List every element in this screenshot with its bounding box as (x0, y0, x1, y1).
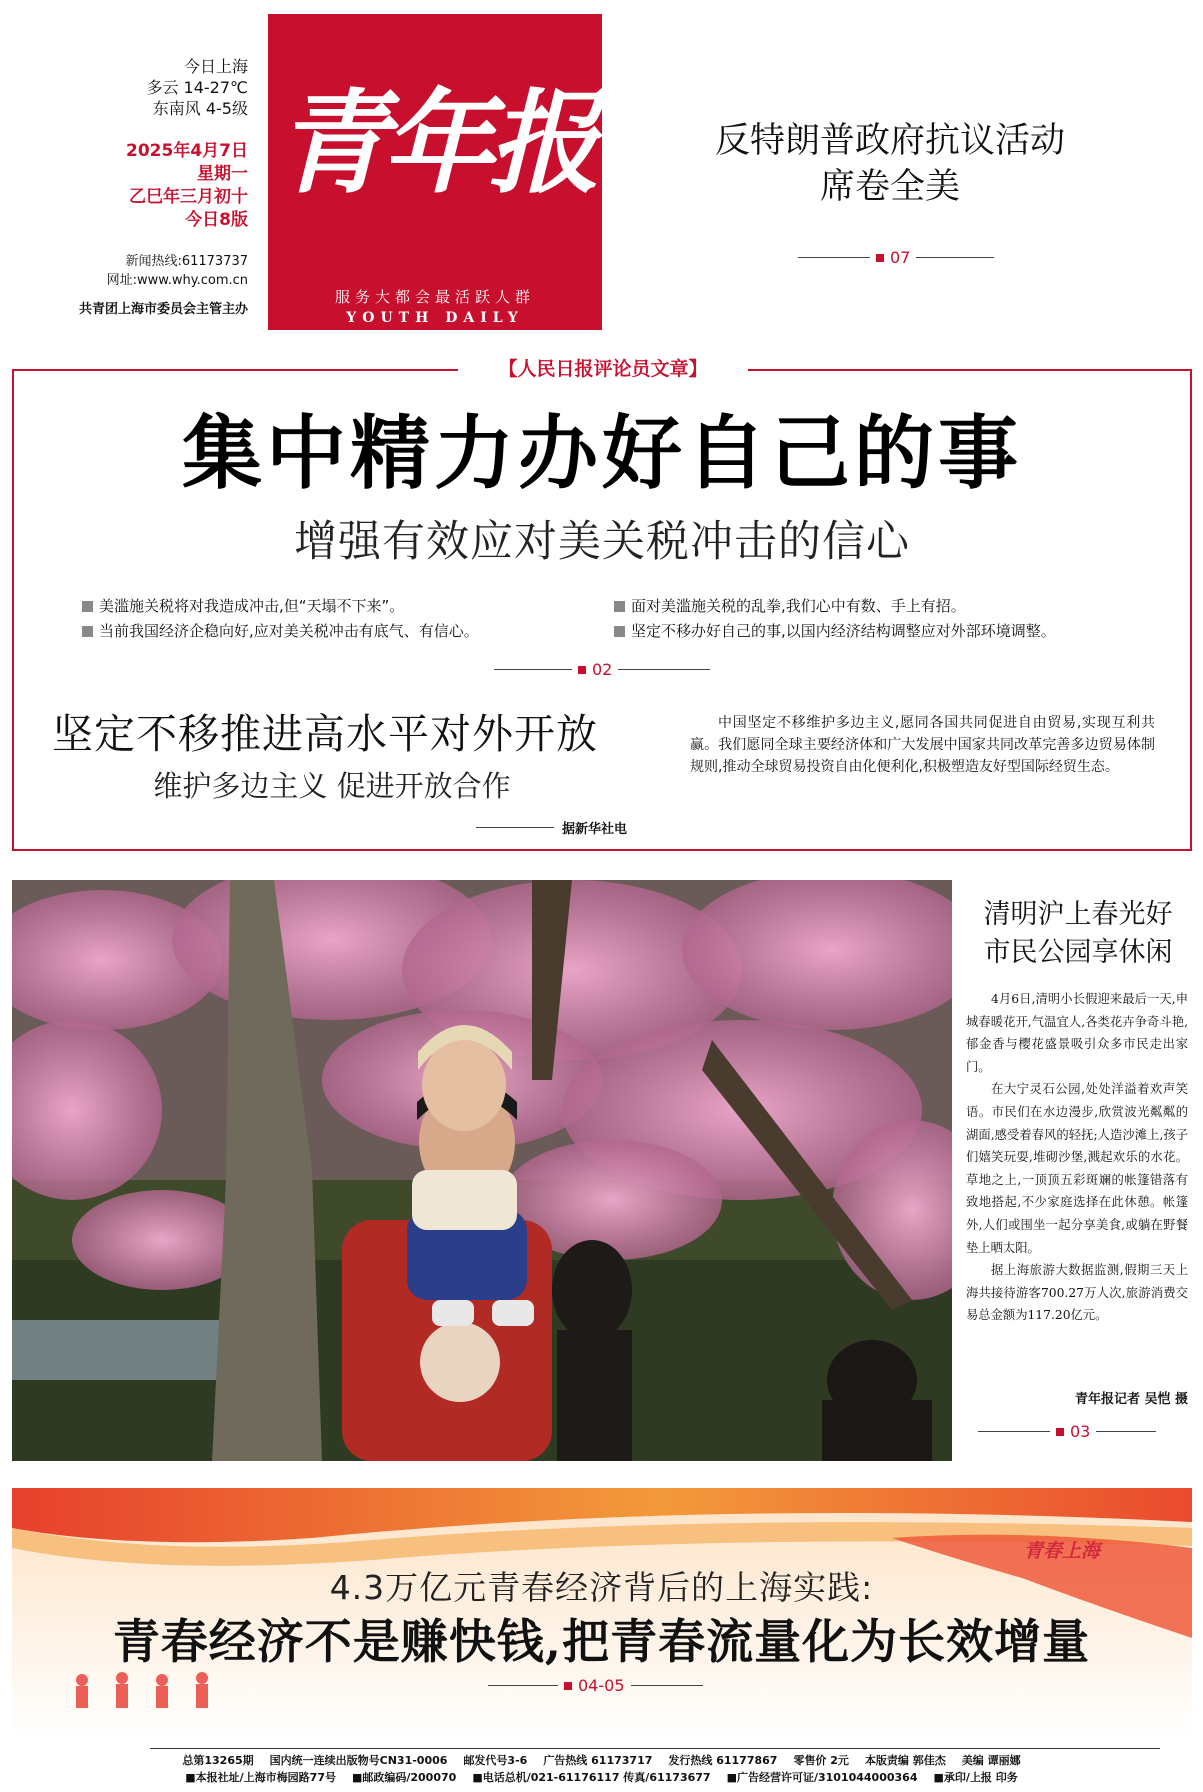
imprint-item: ■电话总机/021-61176117 传真/61173677 (472, 1771, 711, 1784)
opening-body: 中国坚定不移维护多边主义,愿同各国共同促进自由贸易,实现互利共赢。我们愿同全球主要经济体和广大发展中国家共同改革完善多边贸易体制规则,推动全球贸易投资自由化便利化,积极塑造友好型国际经贸生态。 (690, 715, 1155, 775)
top-story-line1: 反特朗普政府抗议活动 (714, 121, 1065, 161)
issue-date (60, 140, 248, 232)
page-number: 07 (890, 248, 911, 267)
imprint-item: ■承印/上报 印务 (933, 1771, 1018, 1784)
divider-line (631, 1685, 703, 1686)
bullet-item: 美滥施关税将对我造成冲击,但“天塌不下来”。 (82, 594, 479, 619)
photo-title-line1: 清明沪上春光好 (983, 899, 1173, 930)
blossom-photo[interactable] (12, 880, 952, 1461)
imprint-item: ■广告经营许可证/3101044000364 (726, 1771, 918, 1784)
imprint-item: ■本报社址/上海市梅园路77号 (185, 1771, 336, 1784)
banner-headline[interactable]: 青春经济不是赚快钱,把青春流量化为长效增量 (112, 1615, 1091, 1670)
website-link[interactable]: 网址:www.why.com.cn (106, 273, 248, 288)
divider-line (978, 1431, 1050, 1432)
commentary-tag: 【人民日报评论员文章】 (458, 353, 748, 385)
banner-kicker: 4.3万亿元青春经济背后的上海实践: (329, 1568, 874, 1607)
footer-rule (150, 1748, 1160, 1749)
square-bullet-icon (614, 601, 625, 612)
imprint-item: 零售价 2元 (793, 1754, 849, 1767)
opening-subheadline: 维护多边主义 促进开放合作 (153, 769, 511, 803)
divider-line (798, 257, 870, 258)
date-solar: 2025年4月7日 (126, 141, 248, 161)
square-icon (578, 666, 586, 674)
imprint-row-2 (0, 1769, 1203, 1786)
weather-info (60, 56, 248, 119)
bullet-item: 坚定不移办好自己的事,以国内经济结构调整应对外部环境调整。 (614, 619, 1056, 644)
page-number: 02 (592, 660, 613, 679)
banner-tag: 青春上海 (1024, 1540, 1101, 1562)
photo-credit: 青年报记者 吴恺 摄 (1074, 1392, 1188, 1407)
imprint-item: ■邮政编码/200070 (351, 1771, 457, 1784)
divider-line (618, 669, 710, 670)
imprint-row-1 (0, 1752, 1203, 1769)
divider-line (494, 669, 572, 670)
masthead-name: 青年报 (276, 78, 594, 209)
masthead-logo[interactable] (268, 14, 602, 330)
imprint-item: 广告热线 61173717 (543, 1754, 653, 1767)
park-photo-illustration (12, 880, 952, 1461)
photo-story-title[interactable] (960, 896, 1196, 972)
top-story-page-ref[interactable] (798, 248, 994, 267)
divider-line (1096, 1431, 1156, 1432)
photo-title-line2: 市民公园享休闲 (983, 937, 1173, 968)
divider-line (916, 257, 994, 258)
opening-headline[interactable]: 坚定不移推进高水平对外开放 (52, 710, 598, 758)
paragraph: 在大宁灵石公园,处处洋溢着欢声笑语。市民们在水边漫步,欣赏波光粼粼的湖面,感受着春风的轻抚;人造沙滩上,孩子们嬉笑玩耍,堆砌沙堡,溅起欢乐的水花。草地之上,一顶顶五彩斑斓的帐篷错落有致地搭起,不少家庭选择在此休憩。帐篷外,人们或围坐一起分享美食,或躺在野餐垫上晒太阳。 (966, 1082, 1188, 1255)
paragraph: 据上海旅游大数据监测,假期三天上海共接待游客700.27万人次,旅游消费交易总金额为117.20亿元。 (966, 1263, 1188, 1323)
contact-info (40, 252, 248, 290)
divider-line (488, 1685, 558, 1686)
paragraph: 4月6日,清明小长假迎来最后一天,申城春暖花开,气温宜人,各类花卉争奇斗艳,郁金香与樱花盛景吸引众多市民走出家门。 (966, 992, 1188, 1074)
page-number: 03 (1070, 1422, 1091, 1441)
imprint-footer (0, 1752, 1203, 1786)
wire-source (476, 818, 627, 837)
top-story-headline[interactable] (640, 118, 1140, 210)
imprint-item: 国内统一连续出版物号CN31-0006 (269, 1754, 448, 1767)
bullets-left (82, 594, 479, 644)
sponsor-line: 共青团上海市委员会主管主办 (78, 302, 248, 317)
weather-condition: 多云 14-27℃ (146, 78, 248, 97)
page-count: 今日8版 (185, 210, 248, 230)
square-icon (1056, 1428, 1064, 1436)
weather-wind: 东南风 4-5级 (152, 99, 248, 118)
source-label: 据新华社电 (562, 822, 628, 837)
square-icon (564, 1682, 572, 1690)
divider-line (476, 827, 554, 828)
date-weekday: 星期一 (197, 164, 248, 184)
square-bullet-icon (82, 626, 93, 637)
top-story-line2: 席卷全美 (819, 167, 960, 207)
bullet-item: 面对美滥施关税的乱拳,我们心中有数、手上有招。 (614, 594, 1056, 619)
masthead-english: YOUTH DAILY (346, 310, 524, 326)
lead-subheadline: 增强有效应对美关税冲击的信心 (294, 517, 910, 567)
imprint-item: 本版责编 郭佳杰 (864, 1754, 946, 1767)
square-bullet-icon (82, 601, 93, 612)
photo-story-body (966, 988, 1188, 1327)
imprint-item: 发行热线 61177867 (668, 1754, 778, 1767)
square-icon (876, 254, 884, 262)
date-lunar: 乙巳年三月初十 (129, 187, 248, 207)
bullet-item: 当前我国经济企稳向好,应对美关税冲击有底气、有信心。 (82, 619, 479, 644)
imprint-item: 邮发代号3-6 (463, 1754, 528, 1767)
photo-page-ref[interactable] (978, 1422, 1156, 1441)
imprint-item: 美编 谭丽娜 (961, 1754, 1021, 1767)
page-number: 04-05 (578, 1676, 625, 1695)
square-bullet-icon (614, 626, 625, 637)
commentary-page-ref[interactable] (494, 660, 710, 679)
weather-location: 今日上海 (183, 57, 248, 76)
news-hotline: 新闻热线:61173737 (125, 254, 248, 269)
imprint-item: 总第13265期 (182, 1754, 254, 1767)
masthead-slogan: 服务大都会最活跃人群 (334, 288, 535, 306)
bullets-right (614, 594, 1056, 644)
lead-headline[interactable]: 集中精力办好自己的事 (182, 407, 1022, 500)
banner-page-ref[interactable] (488, 1676, 703, 1695)
